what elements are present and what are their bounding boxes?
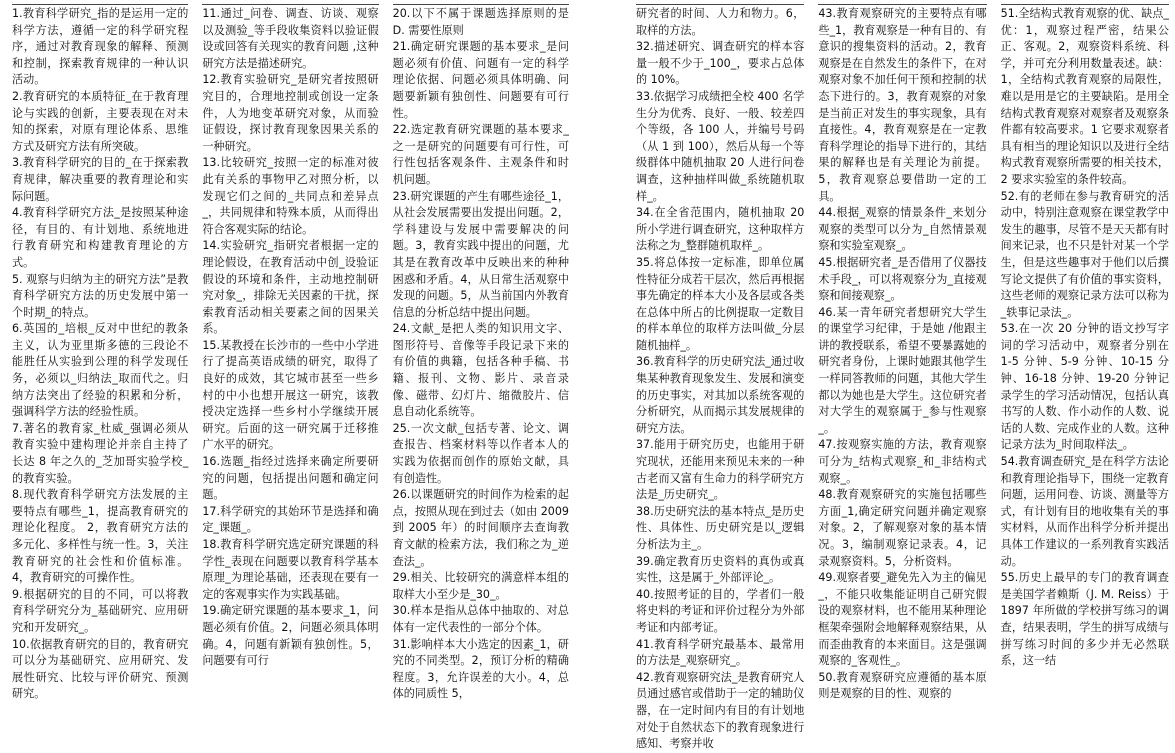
question-item: 11.通过_问卷、调查、访谈、观察以及测验_等手段收集资料以验证假设或回答有关现实的教育问题 ,这种研究方法是描述研究。 xyxy=(202,7,379,70)
left-column-1 xyxy=(12,4,188,723)
right-page xyxy=(624,0,1175,751)
question-item: 1.教育科学研究_指的是运用一定的科学方法，遵循一定的科学研究程序，通过对教育现象的解释、预测和控制，探索教育规律的一种认识活动。 xyxy=(12,7,189,87)
question-item: 24.文献_是把人类的知识用文字、图形符号、音像等手段记录下来的有价值的典籍，包括各种手稿、书籍、报刊、文物、影片、录音录像、磁带、幻灯片、缩微胶片、信息自动化系统等。 xyxy=(392,322,569,419)
question-item: 33.依据学习成绩把全校 400 名学生分为优秀、良好、一般、较差四个等级，各 100 人，并编号号码（从 1 到 100），然后从每一个等级群体中随机抽取 20 人进行问卷调查，这种抽样叫做_系统随机取样_。 xyxy=(636,89,805,203)
question-item: 51.全结构式教育观察的优、缺点_优：1，观察过程严密，结果公正、客观。2，观察资料系统、科学，并可充分利用数量表述。缺：1，全结构式教育观察的局限性，难以是用是它的主要缺陷。是用全结构式教育观察对观察者及观察条件都有较高要求。1 它要求观察者具有相当的理论知识以及进行全结构式教育观察所需要的相关技术，2 要求实验室的条件较高。 xyxy=(1000,7,1169,186)
column-rule xyxy=(818,4,986,5)
column-rule xyxy=(393,4,569,5)
left-column-3 xyxy=(393,4,569,723)
question-item: 44.根据_观察的情景条件_来划分观察的类型可以分为_自然情景观察和实验室观察_。 xyxy=(818,206,987,253)
column-rule xyxy=(12,4,188,5)
question-item: 40.按照考证的目的，学者们一般将史料的考证和评价过程分为外部考证和内部考证。 xyxy=(636,587,805,634)
question-item: 22.选定教育研究课题的基本要求_之一是研究的问题要有可行性，可行性包括客观条件、主观条件和时机问题。 xyxy=(392,123,569,186)
question-item: 8.现代教育科学研究方法发展的主要特点有哪些_1，提高教育研究的理论化程度。 2，教育研究方法的多元化、多样性与统一性。3，关注教育研究的社会性和价值标准。 4，教育研究的可操作性。 xyxy=(12,488,189,585)
question-item: 3.教育科学研究的目的_在于探索教育规律，解决重要的教育理论和实际问题。 xyxy=(12,156,189,203)
question-item: 47.按观察实施的方法，教育观察可分为_结构式观察_和_非结构式观察_。 xyxy=(818,438,987,485)
column-rule xyxy=(202,4,378,5)
question-item: 32.描述研究、调查研究的样本容量一般不少于_100_，要求占总体的 10%。 xyxy=(636,40,805,87)
question-item: 55.历史上最早的专门的教育调查是美国学者赖斯（J. M. Reiss）于 1897 年所做的学校拼写练习的调查，结果表明，学生的拼写成绩与拼写练习时间的多少并无必然联系，这一结 xyxy=(1000,571,1169,668)
question-item: 15.某教授在长沙市的一些中小学进行了提高英语成绩的研究，取得了良好的成效，其它城市甚至一些乡村的中小也想开展这一研究，该教授决定选择一些乡村小学继续开展研究。后面的这一研究属于迁移推广水平的研究。 xyxy=(202,338,379,452)
question-item: 45.根据研究者_是否借用了仪器技术手段_，可以将观察分为_直接观察和间接观察_。 xyxy=(818,255,987,303)
column-rule xyxy=(1001,4,1169,5)
question-item: 13.比较研究_按照一定的标准对彼此有关系的事物甲乙对照分析，以发现它们之间的_共同点和差异点_，共同规律和特殊本质，从而得出符合客观实际的结论。 xyxy=(202,156,379,236)
question-item: 17.科学研究的其始环节是选择和确定_课题_。 xyxy=(202,504,379,535)
question-item: 36.教育科学的历史研究法_通过收集某种教育现象发生、发展和演变的历史事实，对其加以系统客观的分析研究，从而揭示其发展规律的研究方法。 xyxy=(636,355,805,435)
question-item: 6.英国的_培根_反对中世纪的教条主义，认为亚里斯多德的三段论不能胜任从实验到公理的科学发现任务，必须以_归纳法_取而代之。归纳方法突出了经验的积累和分析，强调科学方法的经验性质。 xyxy=(12,322,189,419)
question-item: 16.选题_指经过选择来确定所要研究的问题，包括提出问题和确定问题。 xyxy=(202,455,379,502)
question-item: 26.以课题研究的时间作为检索的起点，按照从现在到过去（如由 2009 到 2005 年）的时间顺序去查询教育文献的检索方法，我们称之为_逆查法_。 xyxy=(392,488,569,568)
question-item: 48.教育观察研究的实施包括哪些方面_1,确定研究问题并确定观察对象。2，了解观察对象的基本情况。3，编制观察记录表。4，记录观察资料。5，分析资料。 xyxy=(818,488,987,568)
question-item: 2.教育研究的本质特征_在于教育理论与实践的创新，主要表现在对未知的探索，对原有理论体系、思维方式及研究方法有所突破。 xyxy=(12,89,189,153)
question-item: 20.以下不属于课题选择原则的是 D. 需要性原则 xyxy=(392,7,569,37)
left-column-2 xyxy=(202,4,378,723)
question-item: 34.在全省范围内，随机抽取 20 所小学进行调查研究，这种取样方法称之为_整群随机取样_。 xyxy=(636,206,805,253)
question-item: 50.教育观察研究应遵循的基本原则是观察的目的性、观察的 xyxy=(818,670,987,701)
question-item: 49.观察者要_避免先入为主的偏见_，不能只收集能证明自己研究假设的观察材料，也不能用某种理论框架牵强附会地解释观察结果，从而歪曲教育的本来面目。这是强调观察的_客观性_。 xyxy=(818,571,987,668)
question-item: 30.样本是指从总体中抽取的、对总体有一定代表性的一部分个体。 xyxy=(392,604,569,634)
question-item: 9.根据研究的目的不同，可以将教育科学研究分为_基础研究、应用研究和开发研究_。 xyxy=(12,587,189,634)
question-item: 5. 观察与归纳为主的研究方法”是教育科学研究方法的历史发展中第一个时期_的特点。 xyxy=(12,272,189,319)
left-page xyxy=(0,0,575,723)
question-item: 12.教育实验研究_是研究者按照研究目的，合理地控制或创设一定条件，人为地变革研究对象，从而验证假设，探讨教育现象因果关系的一种研究。 xyxy=(202,73,379,153)
column-rule xyxy=(636,4,804,5)
question-item: 10.依据教育研究的目的，教育研究可以分为基础研究、应用研究、发展性研究、比较与评价研究、预测研究。 xyxy=(12,637,189,701)
question-item: 53.在一次 20 分钟的语文抄写字词的学习活动中，观察者分别在 1-5 分钟、5-9 分钟、10-15 分钟、16-18 分钟、19-20 分钟记录学生的学习活动情况，包括认真书写的人数、作小动作的人数、说话的人数、完成作业的人数。这种记录方法为_时间取样法_。 xyxy=(1000,322,1169,452)
question-item: 4.教育科学研究方法_是按照某种途径，有目的、有计划地、系统地进行教育研究和构建教育理论的方式。 xyxy=(12,206,189,269)
question-item: 43.教育观察研究的主要特点有哪些_1，教育观察是一种有目的、有意识的搜集资料的活动。2，教育观察是在自然发生的条件下，在对观察对象不加任何干预和控制的状态下进行的。3，教育观察的对象是当前正对发生的事实现象，具有直接性。4，教育观察是在一定教育科学理论的指导下进行的，其结果的解释也是有关理论为前提。5，教育观察总要借助一定的工具。 xyxy=(818,7,987,203)
page-gutter xyxy=(575,0,624,723)
question-item: 39.确定教育历史资料的真伪或真实性，这是属于_外部评论_。 xyxy=(636,554,805,585)
question-item: 38.历史研究法的基本特点_是历史性、具体性、历史研究是以_逻辑分析法为主_。 xyxy=(636,504,805,551)
question-item: 35.将总体按一定标准，即单位属性特征分成若干层次，然后再根据事先确定的样本大小及各层或各类在总体中所占的比例提取一定数目的样本单位的取样方法叫做_分层随机抽样_。 xyxy=(636,255,805,352)
question-item: 25.一次文献_包括专著、论文、调查报告、档案材料等以作者本人的实践为依据而创作的原始文献，具有创造性。 xyxy=(392,421,569,485)
right-column-1 xyxy=(636,4,805,751)
question-item: 42.教育观察研究法_是教育研究人员通过感官或借助于一定的辅助仪器，在一定时间内有目的有计划地对处于自然状态下的教育现象进行感知、考察并收 xyxy=(636,670,805,751)
right-column-3 xyxy=(1001,4,1169,723)
question-item: 52.有的老师在参与教育研究的活动中，特别注意观察在课堂教学中发生的趣事，尽管不是天天都有时间来记录，也不只是针对某一个学生，但是这些趣事对于他们以后撰写论文提供了有价值的事实资料，这些老师的观察记录方法可以称为_轶事记录法_。 xyxy=(1000,189,1169,319)
question-item: 18.教育科学研究选定研究课题的科学性_表现在问题要以教育科学基本原理_为理论基础，还表现在要有一定的客观事实作为实践基础。 xyxy=(202,538,379,601)
question-item: 19.确定研究课题的基本要求_1，问题必须有价值。2，问题必须具体明确。4，问题有新颖有独创性。5，问题要有可行 xyxy=(202,604,379,668)
question-item: 37.能用于研究历史，也能用于研究现状，还能用来预见未来的一种古老而又富有生命力的科学研究方法是_历史研究_。 xyxy=(636,438,805,502)
question-item: 31.影响样本大小选定的因素_1，研究的不同类型。2，预订分析的精确程度。3，允许误差的大小。4，总体的同质性 5， xyxy=(392,637,569,701)
question-item: 41.教育科学研究最基本、最常用的方法是_观察研究_。 xyxy=(636,637,805,668)
question-item: 29.相关、比较研究的满意样本组的取样大小至少是_30_。 xyxy=(392,571,569,601)
question-item: 46.某一青年研究者想研究大学生的课堂学习纪律，于是她 /他跟主讲的教授联系，希望不要暴露她的研究者身份，上课时她跟其他学生一样同答教师的问题，其他大学生都以为她也是大学生。这位研究者对大学生的观察属于_参与性观察_。 xyxy=(818,305,987,435)
question-item: 14.实验研究_指研究者根据一定的理论假设，在教育活动中创_设验证假设的环境和条件，主动地控制研究对象_，排除无关因素的干扰，探索教育活动相关要素之间的因果关系。 xyxy=(202,239,379,336)
question-item: 7.著名的教育家_杜威_强调必须从教育实验中建构理论并亲自主持了长达 8 年之久的_芝加哥实验学校_的教育实验。 xyxy=(12,421,189,485)
right-column-2 xyxy=(818,4,986,723)
question-item: 54.教育调查研究_是在科学方法论和教育理论指导下，围绕一定教育问题，运用问卷、访谈、测量等方式，有计划有目的地收集有关的事实材料，从而作出科学分析并提出具体工作建议的一系列教育实践活动。 xyxy=(1000,455,1169,568)
question-item: 21.确定研究课题的基本要求_是问题必须有价值、问题有一定的科学理论依据、问题必须具体明确、问题要新颖有独创性、问题要有可行性。 xyxy=(392,40,569,120)
question-item: 23.研究课题的产生有哪些途径_1，从社会发展需要出发提出问题。2，学科建设与发展中需要解决的问题。3，教育实践中提出的问题，尤其是在教育改革中反映出来的种种困惑和矛盾。4，从日常生活观察中发现的问题。5，从当前国内外教育信息的分析总结中提出问题。 xyxy=(392,189,569,319)
question-item: 研究者的时间、人力和物力。6，取样的方法。 xyxy=(636,7,805,37)
